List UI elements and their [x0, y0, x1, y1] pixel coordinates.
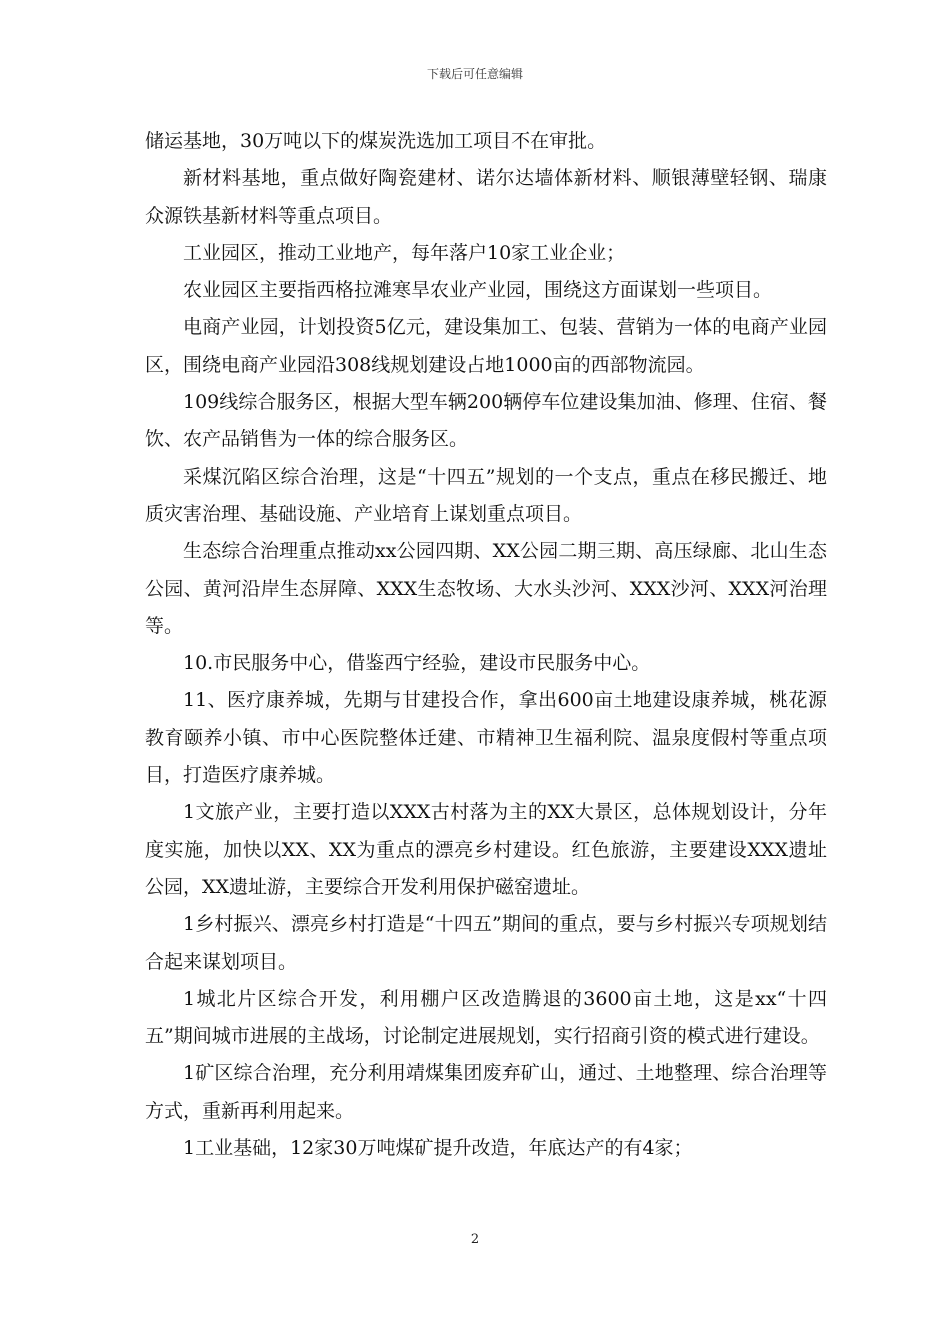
paragraph: 1乡村振兴、漂亮乡村打造是“十四五”期间的重点，要与乡村振兴专项规划结合起来谋划项目。	[145, 913, 827, 973]
paragraph: 采煤沉陷区综合治理，这是“十四五”规划的一个支点，重点在移民搬迁、地质灾害治理、基础设施、产业培育上谋划重点项目。	[145, 465, 827, 525]
paragraph: 10.市民服务中心，借鉴西宁经验，建设市民服务中心。	[183, 652, 651, 675]
paragraph: 生态综合治理重点推动xx公园四期、XX公园二期三期、高压绿廊、北山生态公园、黄河沿岸生态屏障、XXX生态牧场、大水头沙河、XXX沙河、XXX河治理等。	[145, 540, 827, 637]
paragraph: 1城北片区综合开发，利用棚户区改造腾退的3600亩土地，这是xx“十四五”期间城市进展的主战场，讨论制定进展规划，实行招商引资的模式进行建设。	[145, 987, 827, 1048]
download-note-header: 下载后可任意编辑	[426, 67, 523, 81]
paragraph: 1矿区综合治理，充分利用靖煤集团废弃矿山，通过、土地整理、综合治理等方式，重新再利用起来。	[145, 1062, 827, 1122]
document-body	[145, 123, 827, 1167]
paragraph: 工业园区，推动工业地产，每年落户10家工业企业；	[183, 241, 626, 264]
paragraph: 农业园区主要指西格拉滩寒旱农业产业园，围绕这方面谋划一些项目。	[183, 279, 773, 302]
paragraph: 储运基地，30万吨以下的煤炭洗选加工项目不在审批。	[145, 130, 607, 152]
page-number: 2	[470, 1232, 480, 1247]
paragraph: 新材料基地，重点做好陶瓷建材、诺尔达墙体新材料、顺银薄壁轻钢、瑞康众源铁基新材料等重点项目。	[145, 167, 827, 227]
paragraph: 109线综合服务区，根据大型车辆200辆停车位建设集加油、修理、住宿、餐饮、农产品销售为一体的综合服务区。	[145, 391, 827, 451]
paragraph: 1工业基础，12家30万吨煤矿提升改造，年底达产的有4家；	[183, 1137, 693, 1160]
paragraph: 电商产业园，计划投资5亿元，建设集加工、包装、营销为一体的电商产业园区，围绕电商产业园沿308线规划建设占地1000亩的西部物流园。	[145, 316, 827, 376]
paragraph: 1文旅产业，主要打造以XXX古村落为主的XX大景区，总体规划设计，分年度实施，加快以XX、XX为重点的漂亮乡村建设。红色旅游，主要建设XXX遗址公园，XX遗址游，主要综合开发利用保护磁窑遗址。	[145, 801, 827, 898]
paragraph: 11、医疗康养城，先期与甘建投合作，拿出600亩土地建设康养城，桃花源教育颐养小镇、市中心医院整体迁建、市精神卫生福利院、温泉度假村等重点项目，打造医疗康养城。	[145, 689, 827, 787]
